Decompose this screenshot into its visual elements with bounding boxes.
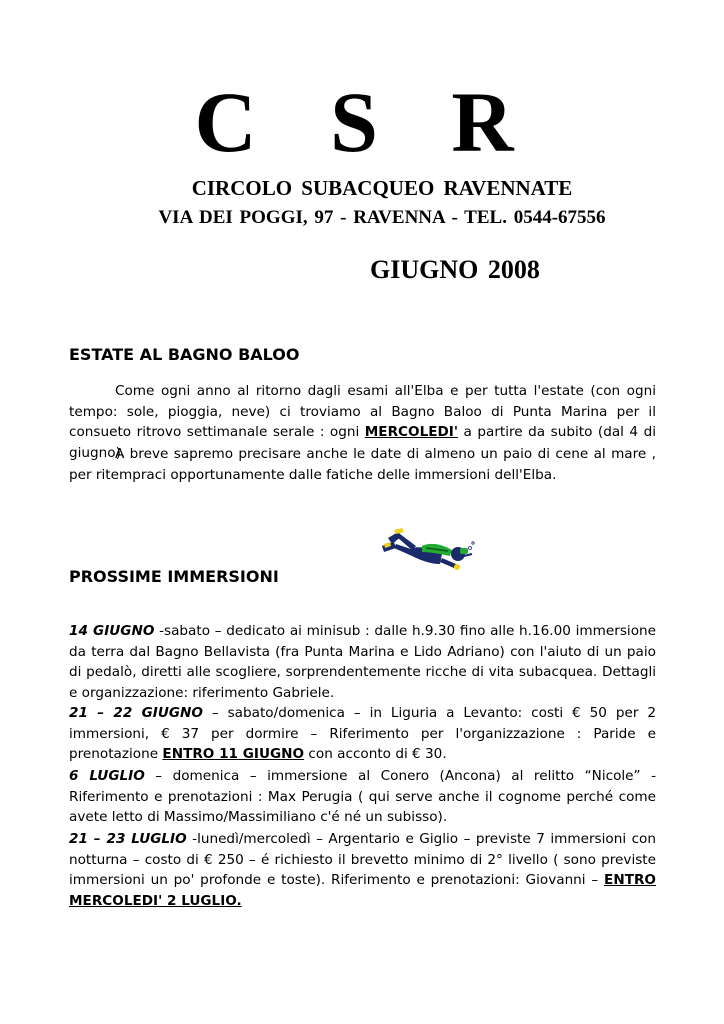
dive-description-end: con acconto di € 30.	[304, 746, 447, 762]
dive-date: 21 – 22 GIUGNO	[69, 705, 203, 721]
dive-item-1	[69, 621, 656, 703]
scuba-diver-icon	[380, 524, 476, 576]
newsletter-month: GIUGNO 2008	[370, 255, 540, 284]
dive-description: -sabato – dedicato ai minisub : dalle h.9.30 fino alle h.16.00 immersione da terra dal Bagno Bellavista (fra Punta Marina e Lido Adriano) con l'aiuto di un paio di pedalò, diretti alle scogliere, sorprendentemente ricche di vita subacquea. Dettagli e organizzazione: riferimento Gabriele.	[69, 623, 656, 701]
paragraph-estate-2: A breve sapremo precisare anche le date di almeno un paio di cene al mare , per ritempraci opportunamente dalle fatiche delle immersioni dell'Elba.	[69, 446, 656, 483]
dive-item-3	[69, 766, 656, 828]
dive-date: 21 – 23 LUGLIO	[69, 831, 187, 847]
paragraph-text-end: a partire da subito (dal 4 di giugno).	[69, 424, 656, 461]
highlight-mercoledi: MERCOLEDI'	[364, 424, 459, 440]
dive-date: 6 LUGLIO	[69, 768, 145, 784]
section-title-estate: ESTATE AL BAGNO BALOO	[69, 345, 300, 364]
club-name: CIRCOLO SUBACQUEO RAVENNATE	[191, 176, 573, 200]
dive-description: -lunedì/mercoledì – Argentario e Giglio – previste 7 immersioni con notturna – costo di € 250 – é richiesto il brevetto minimo di 2° livello ( sono previste immersioni un po' profonde e toste). Riferimento e prenotazioni: Giovanni –	[69, 831, 656, 888]
paragraph-text: Come ogni anno al ritorno dagli esami all'Elba e per tutta l'estate (con ogni tempo: sole, pioggia, neve) ci troviamo al Bagno Baloo di Punta Marina per il consueto ritrovo settimanale serale : ogni	[69, 383, 656, 440]
logo-title: C S R	[194, 74, 540, 170]
dive-item-2	[69, 703, 656, 765]
dive-description: – sabato/domenica – in Liguria a Levanto: costi € 50 per 2 immersioni, € 37 per dormire – Riferimento per l'organizzazione : Paride e prenotazione	[69, 705, 656, 762]
dive-item-4	[69, 829, 656, 911]
dive-description: – domenica – immersione al Conero (Ancona) al relitto “Nicole” - Riferimento e prenotazioni : Max Perugia ( qui serve anche il cognome perché come avete letto di Massimo/Massimiliano c'é né un subisso).	[69, 768, 656, 825]
club-address: VIA DEI POGGI, 97 - RAVENNA - TEL. 0544-67556	[158, 207, 606, 228]
dive-deadline: ENTRO 11 GIUGNO	[162, 746, 305, 762]
section-title-immersioni: PROSSIME IMMERSIONI	[69, 567, 279, 586]
dive-deadline: ENTRO MERCOLEDI' 2 LUGLIO.	[69, 872, 656, 909]
dive-date: 14 GIUGNO	[69, 623, 155, 639]
